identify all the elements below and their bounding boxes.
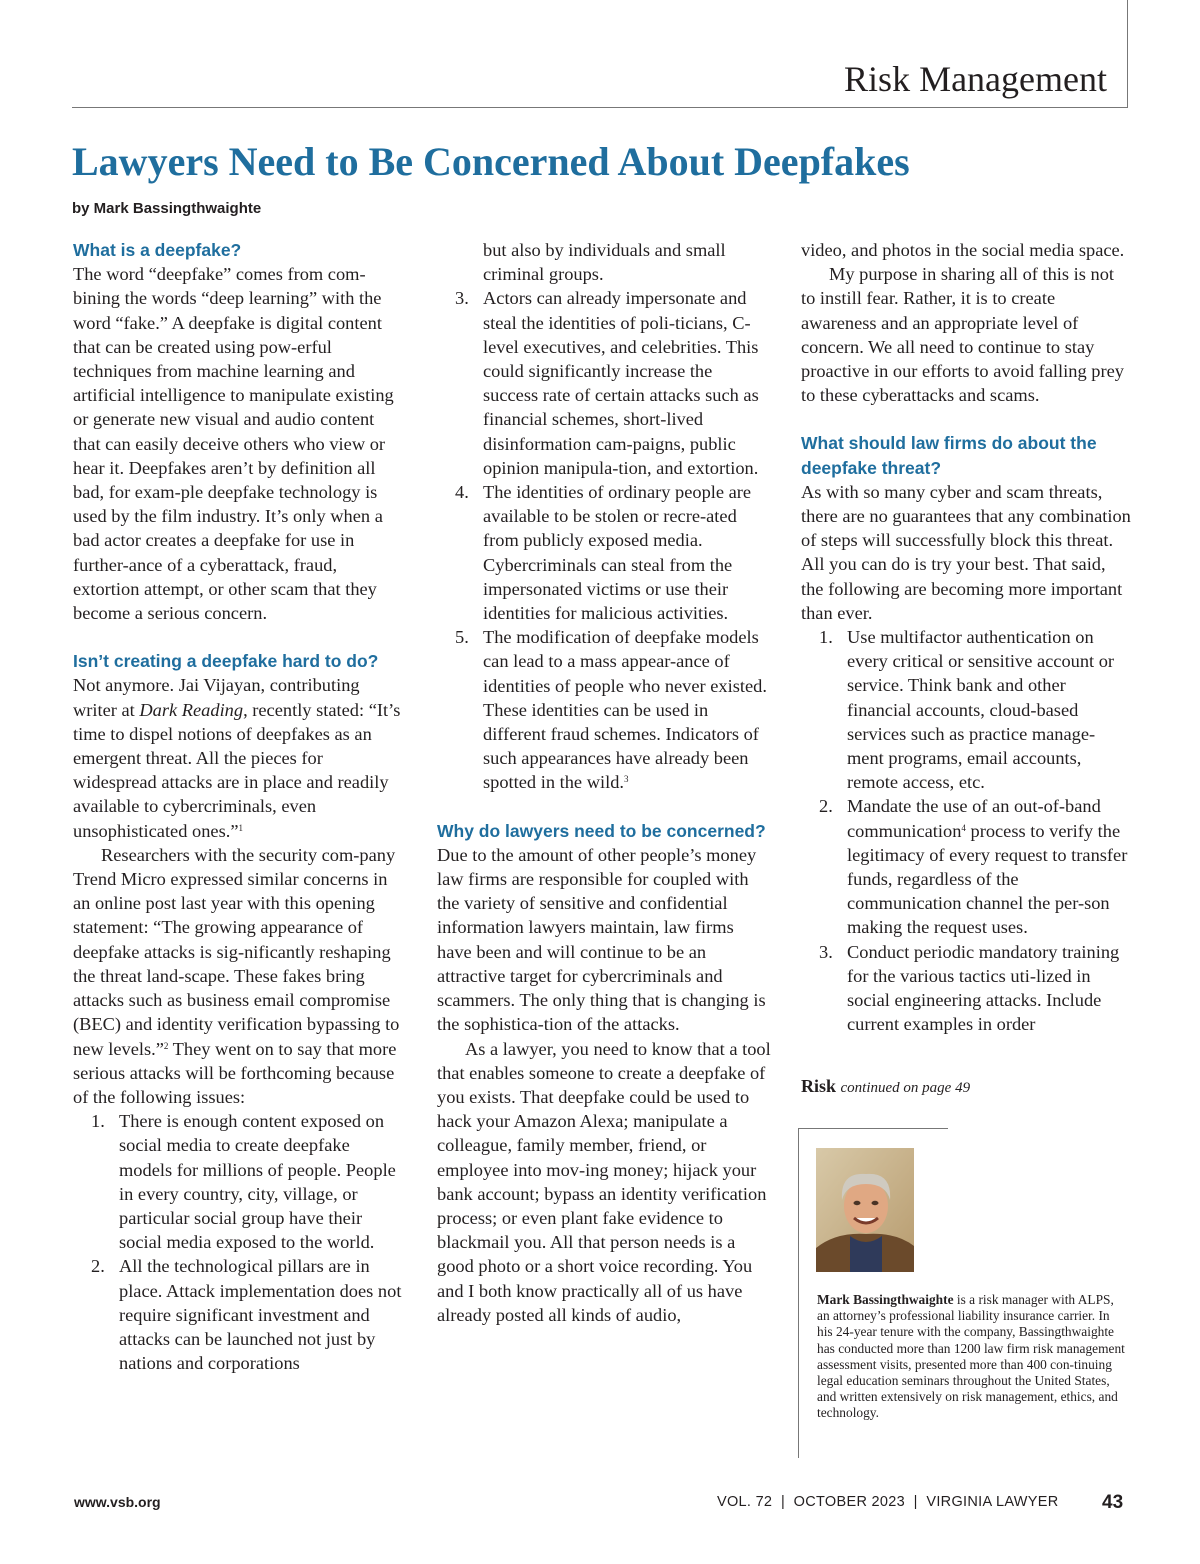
footer-issue: VOL. 72 | OCTOBER 2023 | VIRGINIA LAWYER <box>717 1494 1059 1510</box>
subheading: What is a deepfake? <box>73 240 242 260</box>
list-item: 3. Conduct periodic mandatory training for the various tactics uti-lized in social engineering attacks. Include current examples in order <box>819 941 1120 1035</box>
footnote-ref: 4 <box>961 822 966 833</box>
list-item: 2. All the technological pillars are in place. Attack implementation does not require significant investment and attacks can be launched not just by nations and corporations <box>91 1256 402 1374</box>
paragraph: My purpose in sharing all of this is not to instill fear. Rather, it is to create awareness and an appropriate level of concern. We all need to continue to stay proactive in our efforts to avoid falling prey to these cyberattacks and scams. <box>801 264 1124 406</box>
paragraph: As with so many cyber and scam threats, there are no guarantees that any combination of steps will successfully block this threat. All you can do is try your best. That said, the following are becoming more important than ever. <box>801 481 1131 623</box>
footnote-ref: 2 <box>163 1040 169 1051</box>
paragraph: Researchers with the security com-pany Trend Micro expressed similar concerns in an online post last year with this opening statement: “The growing appearance of deepfake attacks is sig-nificantly reshaping the threat land-scape. These fakes bring attacks such as business email compromise (BEC) and identity verification bypassing to new levels.”$^2$ They went on to say that more serious attacks will be forthcoming because of the following issues: <box>73 844 400 1107</box>
paragraph: Not anymore. Jai Vijayan, contributing writer at Dark Reading, recently stated: “It’s time to dispel notions of deepfakes as an emergent threat. All the pieces for widespread attacks are in place and readily available to cybercriminals, even unsophisticated ones.”$^1$ <box>73 675 401 841</box>
list-item: 2. Mandate the use of an out-of-band communication$^4$ process to verify the legitimacy of every request to transfer funds, regardless of the communication channel the per-son making the request uses. <box>819 796 1128 938</box>
column-1 <box>73 238 405 1375</box>
subheading: What should law firms do about the deepfake threat? <box>801 433 1097 478</box>
recommendations-list <box>801 625 1131 1036</box>
paragraph: As a lawyer, you need to know that a tool that enables someone to create a deepfake of you exists. That deepfake could be used to hack your Amazon Alexa; manipulate a colleague, family member, friend, or employee into mov-ing money; hijack your bank account; bypass an identity verification process; or even plant fake evidence to blackmail you. All that person needs is a good photo or a short voice recording. You and I both know practically all of us have already posted all kinds of audio, <box>437 1038 771 1325</box>
article-title: Lawyers Need to Be Concerned About Deepfakes <box>72 139 910 184</box>
paragraph: Due to the amount of other people’s money law firms are responsible for coupled with the variety of sensitive and confidential information lawyers maintain, law firms have been and will continue to be an attractive target for cybercriminals and scammers. The only thing that is changing is the sophistica-tion of the attacks. <box>437 844 766 1035</box>
paragraph: The word “deepfake” comes from com-bining the words “deep learning” with the word “fake.” A deepfake is digital content that can be created using pow-erful techniques from machine learning and artificial intelligence to manipulate existing or generate new visual and audio content that can easily deceive others who view or hear it. Deepfakes aren’t by definition all bad, for exam-ple deepfake technology is used by the film industry. It’s only when a bad actor creates a deepfake for use in further-ance of a cyberattack, fraud, extortion attempt, or other scam that they become a serious concern. <box>73 264 394 624</box>
list-item: 1. There is enough content exposed on social media to create deepfake models for millions of people. People in every country, city, village, or particular social group have their social media exposed to the world. <box>91 1111 396 1253</box>
paragraph: video, and photos in the social media space. <box>801 240 1125 260</box>
author-bio: Mark Bassingthwaighte is a risk manager with ALPS, an attorney’s professional liability insurance carrier. In his 24-year tenure with the company, Bassingthwaighte has conducted more than 1200 law firm risk management assessment visits, presented more than 400 con-tinuing legal education seminars throughout the United States, and written extensively on risk management, ethics, and technology. <box>817 1292 1125 1421</box>
footnote-ref: 1 <box>238 822 243 833</box>
section-title: Risk Management <box>844 59 1107 99</box>
author-name: Mark Bassingthwaighte <box>817 1292 954 1307</box>
publication-name: Dark Reading <box>139 699 244 720</box>
section-header <box>72 0 1128 108</box>
continued-keyword: Risk <box>801 1076 837 1096</box>
byline: by Mark Bassingthwaighte <box>72 200 262 217</box>
page-number: 43 <box>1102 1492 1124 1513</box>
column-3 <box>801 238 1131 1037</box>
list-item: 1. Use multifactor authentication on every critical or sensitive account or service. Think bank and other financial accounts, cloud-based services such as practice manage-ment programs, email accounts, remote access, etc. <box>819 627 1115 793</box>
subheading: Why do lawyers need to be concerned? <box>437 820 766 841</box>
list-item: 4. The identities of ordinary people are available to be stolen or recre-ated from publicly exposed media. Cybercriminals can steal from the impersonated victims or use their identities for malicious activities. <box>455 482 752 624</box>
bio-vertical-rule <box>798 1128 799 1458</box>
subheading: Isn’t creating a deepfake hard to do? <box>73 651 379 672</box>
continued-text: continued on page 49 <box>840 1080 971 1096</box>
continued-note <box>801 1076 970 1097</box>
footer-website: www.vsb.org <box>74 1494 161 1510</box>
footnote-ref: 3 <box>623 774 629 785</box>
list-item: 3. Actors can already impersonate and steal the identities of poli-ticians, C-level executives, and celebrities. This could significantly increase the success rate of certain attacks such as financial schemes, short-lived disinformation cam-paigns, public opinion manipula-tion, and extortion. <box>455 288 759 478</box>
author-photo <box>816 1148 914 1272</box>
list-item: but also by individuals and small criminal groups. <box>483 240 726 285</box>
issues-list-continued <box>437 238 771 795</box>
bio-divider <box>798 1128 948 1129</box>
list-item: 5. The modification of deepfake models can lead to a mass appear-ance of identities of people who never existed. These identities can be used in different fraud schemes. Indicators of such appearances have already been spotted in the wild.$^3$ <box>455 627 767 793</box>
issues-list <box>73 1109 405 1375</box>
column-2 <box>437 238 771 1327</box>
